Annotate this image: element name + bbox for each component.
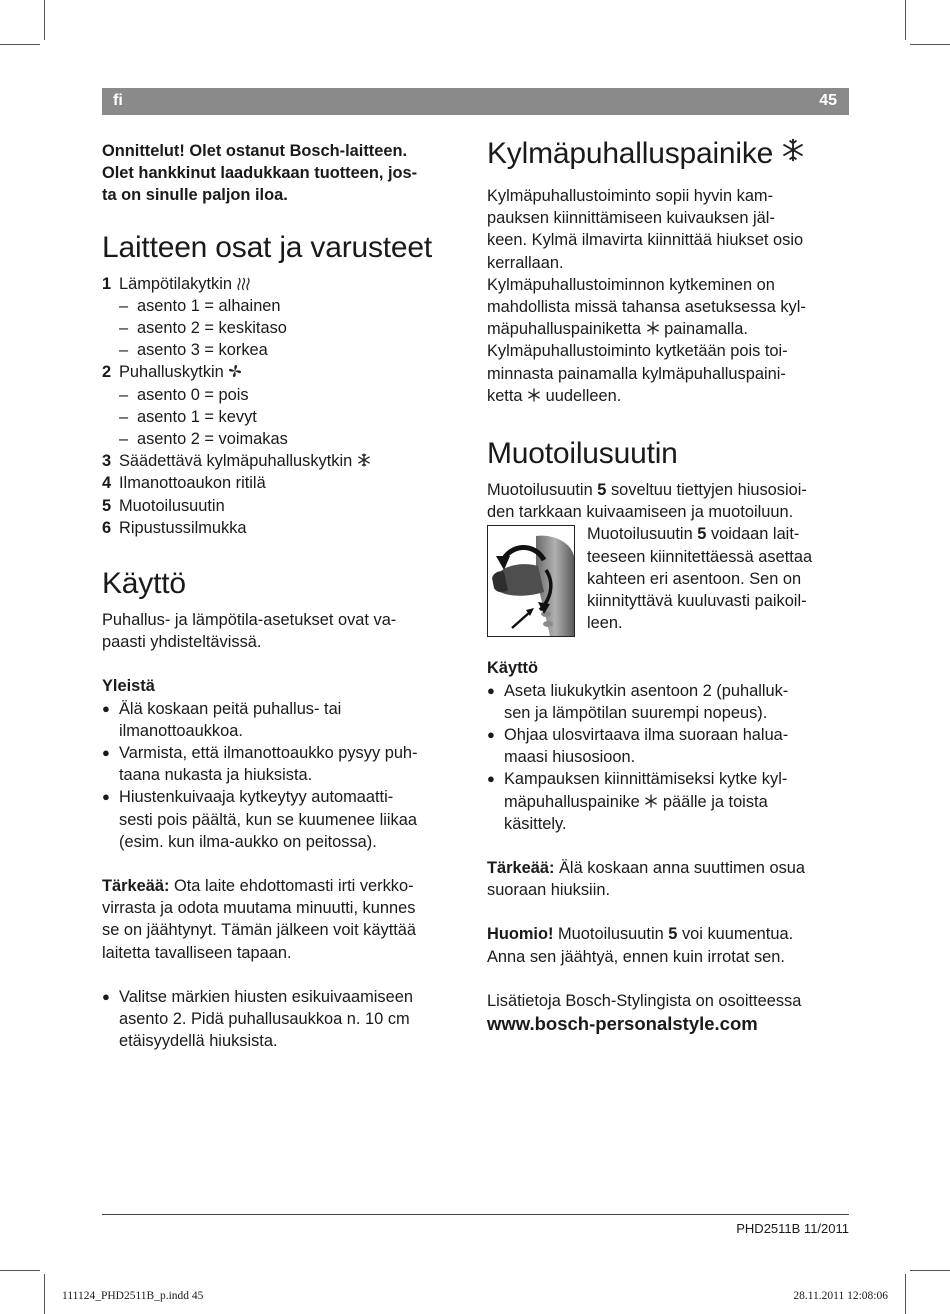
subitem-text: asento 1 = alhainen [137, 296, 281, 315]
list-item [487, 768, 851, 835]
dash: – [119, 319, 129, 338]
caution-text: voi kuumentua. [681, 925, 794, 944]
important-label: Tärkeää: [102, 877, 170, 896]
predry-bullet [102, 986, 462, 1053]
list-subitem [102, 406, 462, 428]
cool-text-part: painamalla. [664, 320, 748, 339]
list-item [102, 450, 462, 472]
dash: – [119, 407, 129, 426]
heat-waves-icon [237, 276, 251, 290]
bullet-line: etäisyydellä hiuksista. [119, 1032, 278, 1051]
bullet: ● [102, 988, 110, 1004]
website-link[interactable]: www.bosch-personalstyle.com [487, 1013, 758, 1035]
language-code: fi [113, 92, 123, 109]
caution-label: Huomio! [487, 925, 554, 944]
nozzle-use-heading: Käyttö [487, 659, 538, 678]
subitem-text: asento 3 = korkea [137, 341, 268, 360]
cool-text: minnasta painamalla kylmäpuhalluspaini- [487, 364, 786, 383]
item-number: 2 [102, 363, 112, 382]
bullet-line: (esim. kun ilma-aukko on peitossa). [119, 832, 377, 851]
item-number: 1 [102, 274, 112, 293]
item-number: 6 [102, 518, 112, 537]
important-note [487, 857, 851, 901]
crop-mark [0, 1270, 40, 1271]
nozzle-text: den tarkkaan kuivaamiseen ja muotoiluun. [487, 503, 794, 522]
nozzle-text: kiinnityttävä kuuluvasti paikoil- [587, 592, 807, 611]
bullet-line: Varmista, että ilmanottoaukko pysyy puh- [119, 744, 418, 763]
part-number: 5 [697, 525, 707, 544]
caution-text: Anna sen jäähtyä, ennen kuin irrotat sen. [487, 947, 785, 966]
crop-mark [910, 1270, 950, 1271]
bullet-line: sen ja lämpötilan suurempi nopeus). [504, 703, 768, 722]
bullet-line-part: päälle ja toista [662, 792, 768, 811]
caution-text: Muotoilusuutin [558, 925, 664, 944]
important-text: Älä koskaan anna suuttimen osua [559, 859, 806, 878]
crop-mark [44, 1274, 45, 1314]
cool-text-part: mäpuhalluspainiketta [487, 320, 641, 339]
footer-divider [102, 1214, 849, 1215]
dash: – [119, 341, 129, 360]
bullet: ● [102, 700, 110, 716]
nozzle-figure-block [487, 523, 851, 635]
part-number: 5 [668, 925, 678, 944]
bullet: ● [102, 789, 110, 805]
general-bullets [102, 698, 462, 853]
nozzle-text-part: soveltuu tiettyjen hiusosioi- [610, 481, 807, 500]
right-column [487, 137, 851, 1036]
list-item [102, 786, 462, 853]
snowflake-icon [781, 136, 805, 170]
nozzle-text: leen. [587, 614, 623, 633]
list-item [102, 517, 462, 539]
list-item [487, 724, 851, 768]
intro-line: Olet hankkinut laadukkaan tuotteen, jos- [102, 164, 418, 183]
subitem-text: asento 2 = voimakas [137, 430, 288, 449]
parts-list [102, 273, 462, 539]
bullet-line: taana nukasta ja hiuksista. [119, 766, 313, 785]
footer-model: PHD2511B 11/2011 [736, 1221, 849, 1236]
list-item [487, 680, 851, 724]
crop-mark [905, 0, 906, 40]
bullet: ● [487, 727, 495, 743]
cool-text: kerrallaan. [487, 253, 564, 272]
subitem-text: asento 2 = keskitaso [137, 319, 287, 338]
intro-line: ta on sinulle paljon iloa. [102, 186, 288, 205]
cool-heading-text: Kylmäpuhalluspainike [487, 137, 774, 170]
important-label: Tärkeää: [487, 859, 555, 878]
item-label: Puhalluskytkin [119, 363, 224, 382]
info-text: Lisätietoja Bosch-Stylingista on osoitteessa [487, 991, 802, 1010]
use-heading: Käyttö [102, 567, 186, 601]
list-item [102, 361, 462, 383]
page-number: 45 [819, 92, 837, 109]
use-text: Puhallus- ja lämpötila-asetukset ovat va- [102, 611, 397, 630]
bullet-line: Hiustenkuivaaja kytkeytyy automaatti- [119, 788, 394, 807]
snowflake-icon [644, 794, 658, 808]
bullet-line: maasi hiusosioon. [504, 748, 636, 767]
intro-line: Onnittelut! Olet ostanut Bosch-laitteen. [102, 142, 408, 160]
list-item [102, 742, 462, 786]
item-label: Lämpötilakytkin [119, 274, 232, 293]
dash: – [119, 385, 129, 404]
subitem-text: asento 1 = kevyt [137, 407, 257, 426]
print-slug-file: 111124_PHD2511B_p.indd 45 [62, 1290, 204, 1302]
cool-text [487, 385, 851, 407]
parts-heading: Laitteen osat ja varusteet [102, 230, 433, 264]
crop-mark [905, 1274, 906, 1314]
crop-mark [44, 0, 45, 40]
list-subitem [102, 339, 462, 361]
fan-icon [228, 364, 242, 378]
bullet-line: käsittely. [504, 814, 567, 833]
dash: – [119, 296, 129, 315]
nozzle-use-bullets [487, 680, 851, 835]
left-column [102, 140, 462, 1053]
snowflake-icon [646, 321, 660, 335]
bullet-line-part: mäpuhalluspainike [504, 792, 640, 811]
cool-text-part: uudelleen. [545, 386, 622, 405]
print-slug-date: 28.11.2011 12:08:06 [793, 1290, 888, 1302]
caution-note [487, 923, 851, 967]
snowflake-icon [357, 453, 371, 467]
item-number: 5 [102, 496, 112, 515]
nozzle-text: teeseen kiinnitettäessä asettaa [587, 547, 813, 566]
bullet-line: Ohjaa ulosvirtaava ilma suoraan halua- [504, 726, 789, 745]
important-text: se on jäähtynyt. Tämän jälkeen voit käyttää [102, 921, 417, 940]
hairdryer-nozzle-illustration [487, 525, 575, 637]
bullet-line: ilmanottoaukkoa. [119, 721, 243, 740]
part-number: 5 [597, 481, 607, 500]
item-label: Muotoilusuutin [119, 496, 225, 515]
list-subitem [102, 428, 462, 450]
list-item [102, 273, 462, 295]
list-item [102, 472, 462, 494]
list-item [102, 698, 462, 742]
cool-text: pauksen kiinnittämiseen kuivauksen jäl- [487, 209, 775, 228]
nozzle-text [487, 479, 851, 501]
list-item [102, 986, 462, 1053]
cool-text: mahdollista missä tahansa asetuksessa kyl- [487, 298, 806, 317]
bullet: ● [487, 771, 495, 787]
important-text: virrasta ja odota muutama minuutti, kunnes [102, 899, 416, 918]
cool-text: keen. Kylmä ilmavirta kiinnittää hiukset osio [487, 231, 804, 250]
cool-heading [487, 136, 851, 171]
page-header [102, 88, 849, 115]
important-note [102, 875, 462, 964]
use-text: paasti yhdisteltävissä. [102, 633, 262, 652]
bullet: ● [487, 682, 495, 698]
nozzle-figure-text [587, 523, 851, 634]
list-item [102, 495, 462, 517]
item-number: 3 [102, 452, 112, 471]
item-label: Ripustussilmukka [119, 518, 247, 537]
bullet-line: Valitse märkien hiusten esikuivaamiseen [119, 987, 413, 1006]
crop-mark [910, 44, 950, 45]
cool-text: Kylmäpuhallustoiminto sopii hyvin kam- [487, 187, 774, 205]
nozzle-heading: Muotoilusuutin [487, 437, 678, 471]
list-subitem [102, 317, 462, 339]
subitem-text: asento 0 = pois [137, 385, 249, 404]
important-text: laitetta tavalliseen tapaan. [102, 943, 292, 962]
cool-text [487, 318, 851, 340]
snowflake-icon [527, 388, 541, 402]
bullet-line [504, 791, 851, 813]
list-subitem [102, 295, 462, 317]
cool-text-part: ketta [487, 386, 523, 405]
item-label: Säädettävä kylmäpuhalluskytkin [119, 452, 353, 471]
cool-text: Kylmäpuhallustoiminnon kytkeminen on [487, 275, 775, 294]
crop-mark [0, 44, 40, 45]
nozzle-text-part: Muotoilusuutin [487, 481, 593, 500]
item-number: 4 [102, 474, 112, 493]
nozzle-text-part: Muotoilusuutin [587, 525, 693, 544]
important-text: suoraan hiuksiin. [487, 881, 611, 900]
dash: – [119, 430, 129, 449]
list-subitem [102, 384, 462, 406]
nozzle-text: kahteen eri asentoon. Sen on [587, 569, 802, 588]
bullet-line: Aseta liukukytkin asentoon 2 (puhalluk- [504, 681, 789, 700]
item-label: Ilmanottoaukon ritilä [119, 474, 266, 493]
bullet-line: Älä koskaan peitä puhallus- tai [119, 699, 342, 718]
bullet-line: asento 2. Pidä puhallusaukkoa n. 10 cm [119, 1010, 410, 1029]
bullet-line: sesti pois päältä, kun se kuumenee liikaa [119, 810, 417, 829]
intro-text [102, 140, 462, 207]
bullet: ● [102, 745, 110, 761]
bullet-line: Kampauksen kiinnittämiseksi kytke kyl- [504, 770, 788, 789]
cool-text: Kylmäpuhallustoiminto kytketään pois toi- [487, 342, 788, 361]
nozzle-text-part: voidaan lait- [710, 525, 800, 544]
important-text: Ota laite ehdottomasti irti verkko- [174, 877, 414, 896]
general-heading: Yleistä [102, 677, 155, 696]
